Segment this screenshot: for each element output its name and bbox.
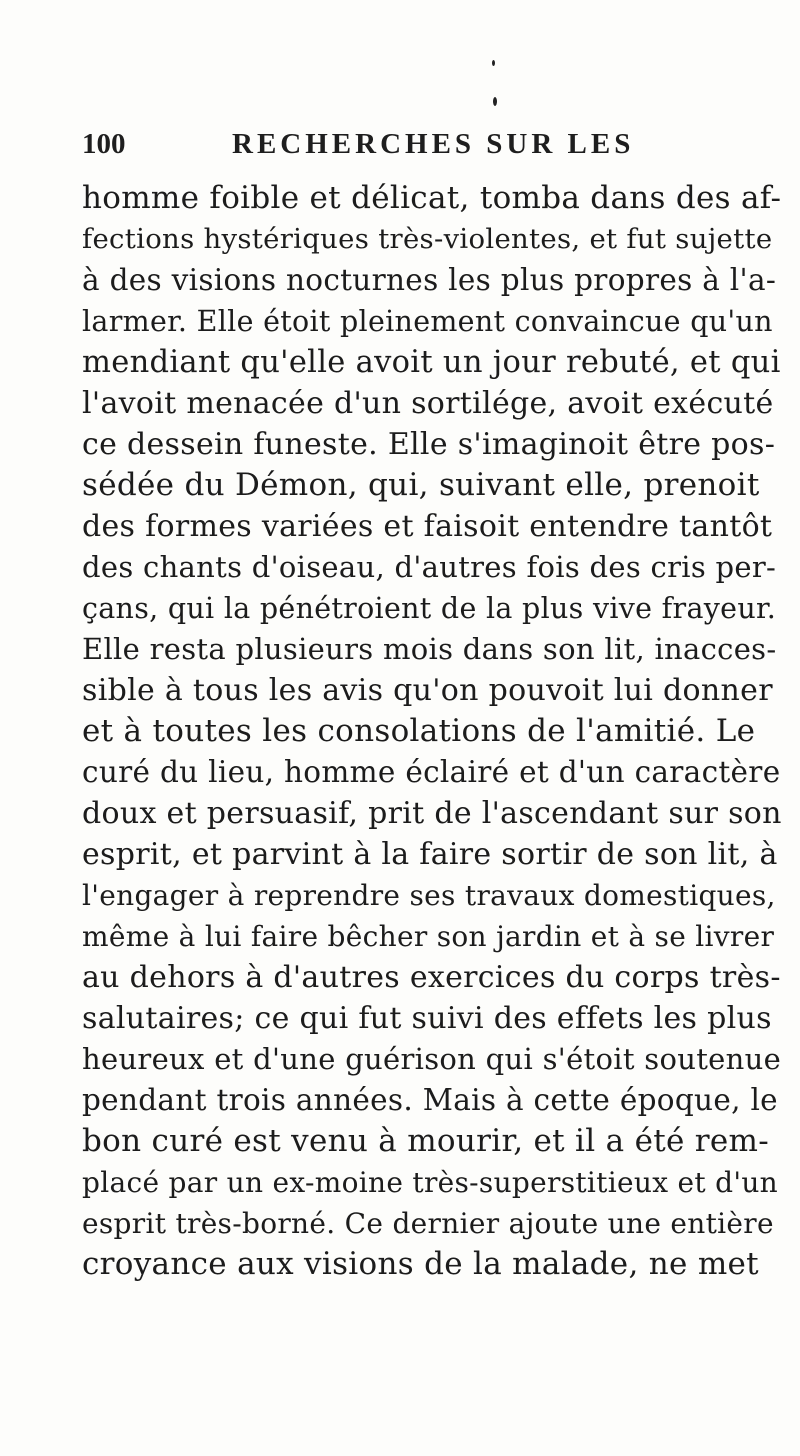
text-line: larmer. Elle étoit pleinement convaincue qu'un bbox=[82, 305, 773, 338]
text-line: esprit, et parvint à la faire sortir de son lit, à bbox=[82, 837, 778, 872]
text-line: l'engager à reprendre ses travaux domestiques, bbox=[82, 879, 776, 912]
text-line: heureux et d'une guérison qui s'étoit soutenue bbox=[82, 1042, 782, 1076]
text-line: croyance aux visions de la malade, ne met bbox=[82, 1246, 759, 1282]
text-line: curé du lieu, homme éclairé et d'un caractère bbox=[82, 755, 781, 789]
text-line: des formes variées et faisoit entendre tantôt bbox=[82, 509, 773, 544]
text-line: placé par un ex-moine très-superstitieux et d'un bbox=[82, 1166, 778, 1199]
text-line: mendiant qu'elle avoit un jour rebuté, et qui bbox=[82, 345, 781, 380]
text-line: çans, qui la pénétroient de la plus vive frayeur. bbox=[82, 592, 777, 625]
text-line: à des visions nocturnes les plus propres à l'a- bbox=[82, 263, 777, 297]
ink-speck bbox=[493, 97, 497, 106]
text-line: sédée du Démon, qui, suivant elle, prenoit bbox=[82, 467, 760, 503]
running-header bbox=[82, 128, 762, 168]
text-line: même à lui faire bêcher son jardin et à se livrer bbox=[82, 920, 775, 953]
text-line: esprit très-borné. Ce dernier ajoute une entière bbox=[82, 1207, 774, 1240]
ink-speck bbox=[492, 60, 495, 66]
running-head-title: RECHERCHES SUR LES bbox=[232, 128, 635, 160]
text-line: ce dessein funeste. Elle s'imaginoit être pos- bbox=[82, 427, 776, 462]
text-line: fections hystériques très-violentes, et fut sujette bbox=[82, 223, 773, 255]
text-line: des chants d'oiseau, d'autres fois des cris per- bbox=[82, 550, 777, 584]
text-line: homme foible et délicat, tomba dans des af- bbox=[82, 180, 782, 216]
text-line: bon curé est venu à mourir, et il a été rem- bbox=[82, 1123, 770, 1159]
body-text bbox=[82, 178, 782, 1285]
page-number: 100 bbox=[82, 128, 126, 160]
text-line: l'avoit menacée d'un sortilége, avoit exécuté bbox=[82, 386, 774, 421]
text-line: doux et persuasif, prit de l'ascendant sur son bbox=[82, 796, 782, 831]
text-line: au dehors à d'autres exercices du corps très- bbox=[82, 960, 781, 995]
text-line: pendant trois années. Mais à cette époque, le bbox=[82, 1083, 778, 1117]
text-line: et à toutes les consolations de l'amitié. Le bbox=[82, 713, 756, 749]
text-line: sible à tous les avis qu'on pouvoit lui donner bbox=[82, 673, 773, 708]
text-line: salutaires; ce qui fut suivi des effets les plus bbox=[82, 1001, 772, 1036]
text-line: Elle resta plusieurs mois dans son lit, inacces- bbox=[82, 632, 777, 666]
